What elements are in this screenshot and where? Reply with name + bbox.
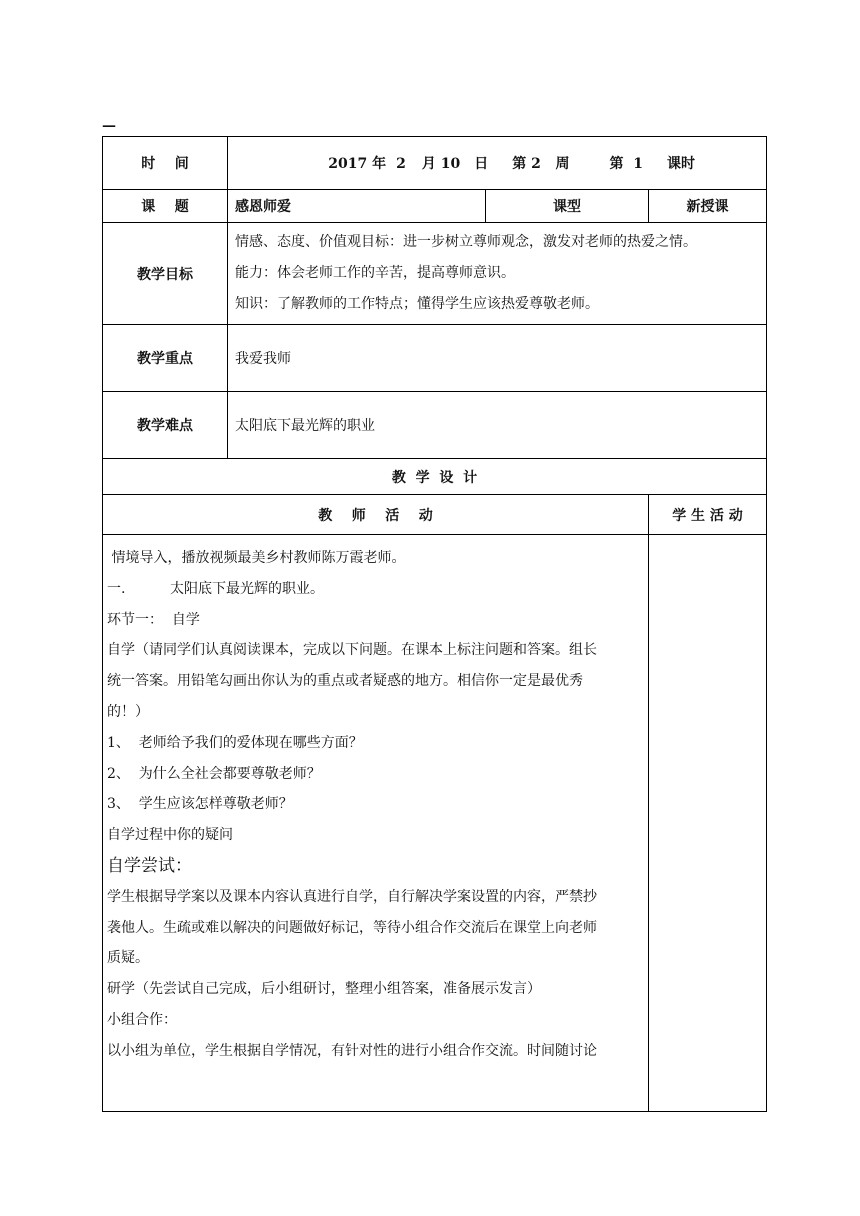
student-activity-content bbox=[649, 535, 767, 1112]
body-line: 的！） bbox=[107, 703, 149, 720]
focus-label: 教学重点 bbox=[103, 325, 228, 392]
body-line: 环节一： 自学 bbox=[107, 611, 200, 628]
goal-line: 知识：了解教师的工作特点；懂得学生应该热爱尊敬老师。 bbox=[235, 296, 599, 312]
question-3: 3、 学生应该怎样尊敬老师？ bbox=[107, 796, 293, 813]
body-line: 学生根据导学案以及课本内容认真进行自学，自行解决学案设置的内容，严禁抄 bbox=[107, 888, 597, 905]
design-header: 教 学 设 计 bbox=[103, 459, 767, 495]
body-line: 情境导入，播放视频最美乡村教师陈万霞老师。 bbox=[107, 550, 406, 566]
goal-line: 情感、态度、价值观目标：进一步树立尊师观念，激发对老师的热爱之情。 bbox=[235, 234, 697, 250]
body-line: 研学（先尝试自己完成，后小组研讨，整理小组答案，准备展示发言） bbox=[107, 981, 541, 998]
body-line: 以小组为单位，学生根据自学情况，有针对性的进行小组合作交流。时间随讨论 bbox=[107, 1042, 597, 1059]
focus-value: 我爱我师 bbox=[228, 325, 767, 392]
question-2: 2、 为什么全社会都要尊敬老师？ bbox=[107, 765, 321, 782]
week: 第 2 周 bbox=[512, 156, 570, 172]
row-design-header bbox=[103, 459, 767, 495]
goals-content bbox=[228, 223, 767, 325]
year: 2017 年 bbox=[328, 156, 387, 172]
row-topic bbox=[103, 190, 767, 223]
lesson-number: 第 1 bbox=[609, 156, 643, 172]
day-label: 日 bbox=[474, 156, 489, 172]
goals-label: 教学目标 bbox=[103, 223, 228, 325]
self-study-heading: 自学尝试： bbox=[107, 855, 192, 876]
month-day: 月 10 bbox=[421, 156, 461, 172]
lesson-type-value: 新授课 bbox=[649, 190, 767, 223]
goal-line: 能力：体会老师工作的辛苦，提高尊师意识。 bbox=[235, 265, 515, 281]
difficulty-value: 太阳底下最光辉的职业 bbox=[228, 392, 767, 459]
row-goals bbox=[103, 223, 767, 325]
body-line: 一. 太阳底下最光辉的职业。 bbox=[107, 580, 324, 597]
row-difficulty bbox=[103, 392, 767, 459]
time-label: 时 间 bbox=[103, 137, 228, 190]
topic-title: 感恩师爱 bbox=[228, 190, 486, 223]
lesson-type-label: 课型 bbox=[486, 190, 649, 223]
month-number: 2 bbox=[396, 156, 406, 172]
lesson-plan-table bbox=[102, 136, 767, 1112]
row-activity-body bbox=[103, 535, 767, 1112]
topic-label: 课 题 bbox=[103, 190, 228, 223]
teacher-activity-content bbox=[103, 535, 649, 1112]
difficulty-label: 教学难点 bbox=[103, 392, 228, 459]
top-dash-mark: — bbox=[102, 118, 116, 134]
body-line: 袭他人。生疏或难以解决的问题做好标记，等待小组合作交流后在课堂上向老师 bbox=[107, 919, 597, 936]
question-1: 1、 老师给予我们的爱体现在哪些方面？ bbox=[107, 734, 363, 751]
student-activity-header: 学 生 活 动 bbox=[649, 495, 767, 535]
body-line: 小组合作： bbox=[107, 1011, 177, 1028]
row-activity-headers bbox=[103, 495, 767, 535]
body-line: 自学（请同学们认真阅读课本，完成以下问题。在课本上标注问题和答案。组长 bbox=[107, 642, 597, 659]
body-line: 质疑。 bbox=[107, 950, 149, 967]
body-line: 统一答案。用铅笔勾画出你认为的重点或者疑惑的地方。相信你一定是最优秀 bbox=[107, 673, 583, 690]
row-focus bbox=[103, 325, 767, 392]
row-time bbox=[103, 137, 767, 190]
time-value bbox=[228, 137, 767, 190]
teacher-activity-header: 教 师 活 动 bbox=[103, 495, 649, 535]
body-line: 自学过程中你的疑问 bbox=[107, 827, 233, 844]
lesson-label: 课时 bbox=[666, 156, 695, 172]
